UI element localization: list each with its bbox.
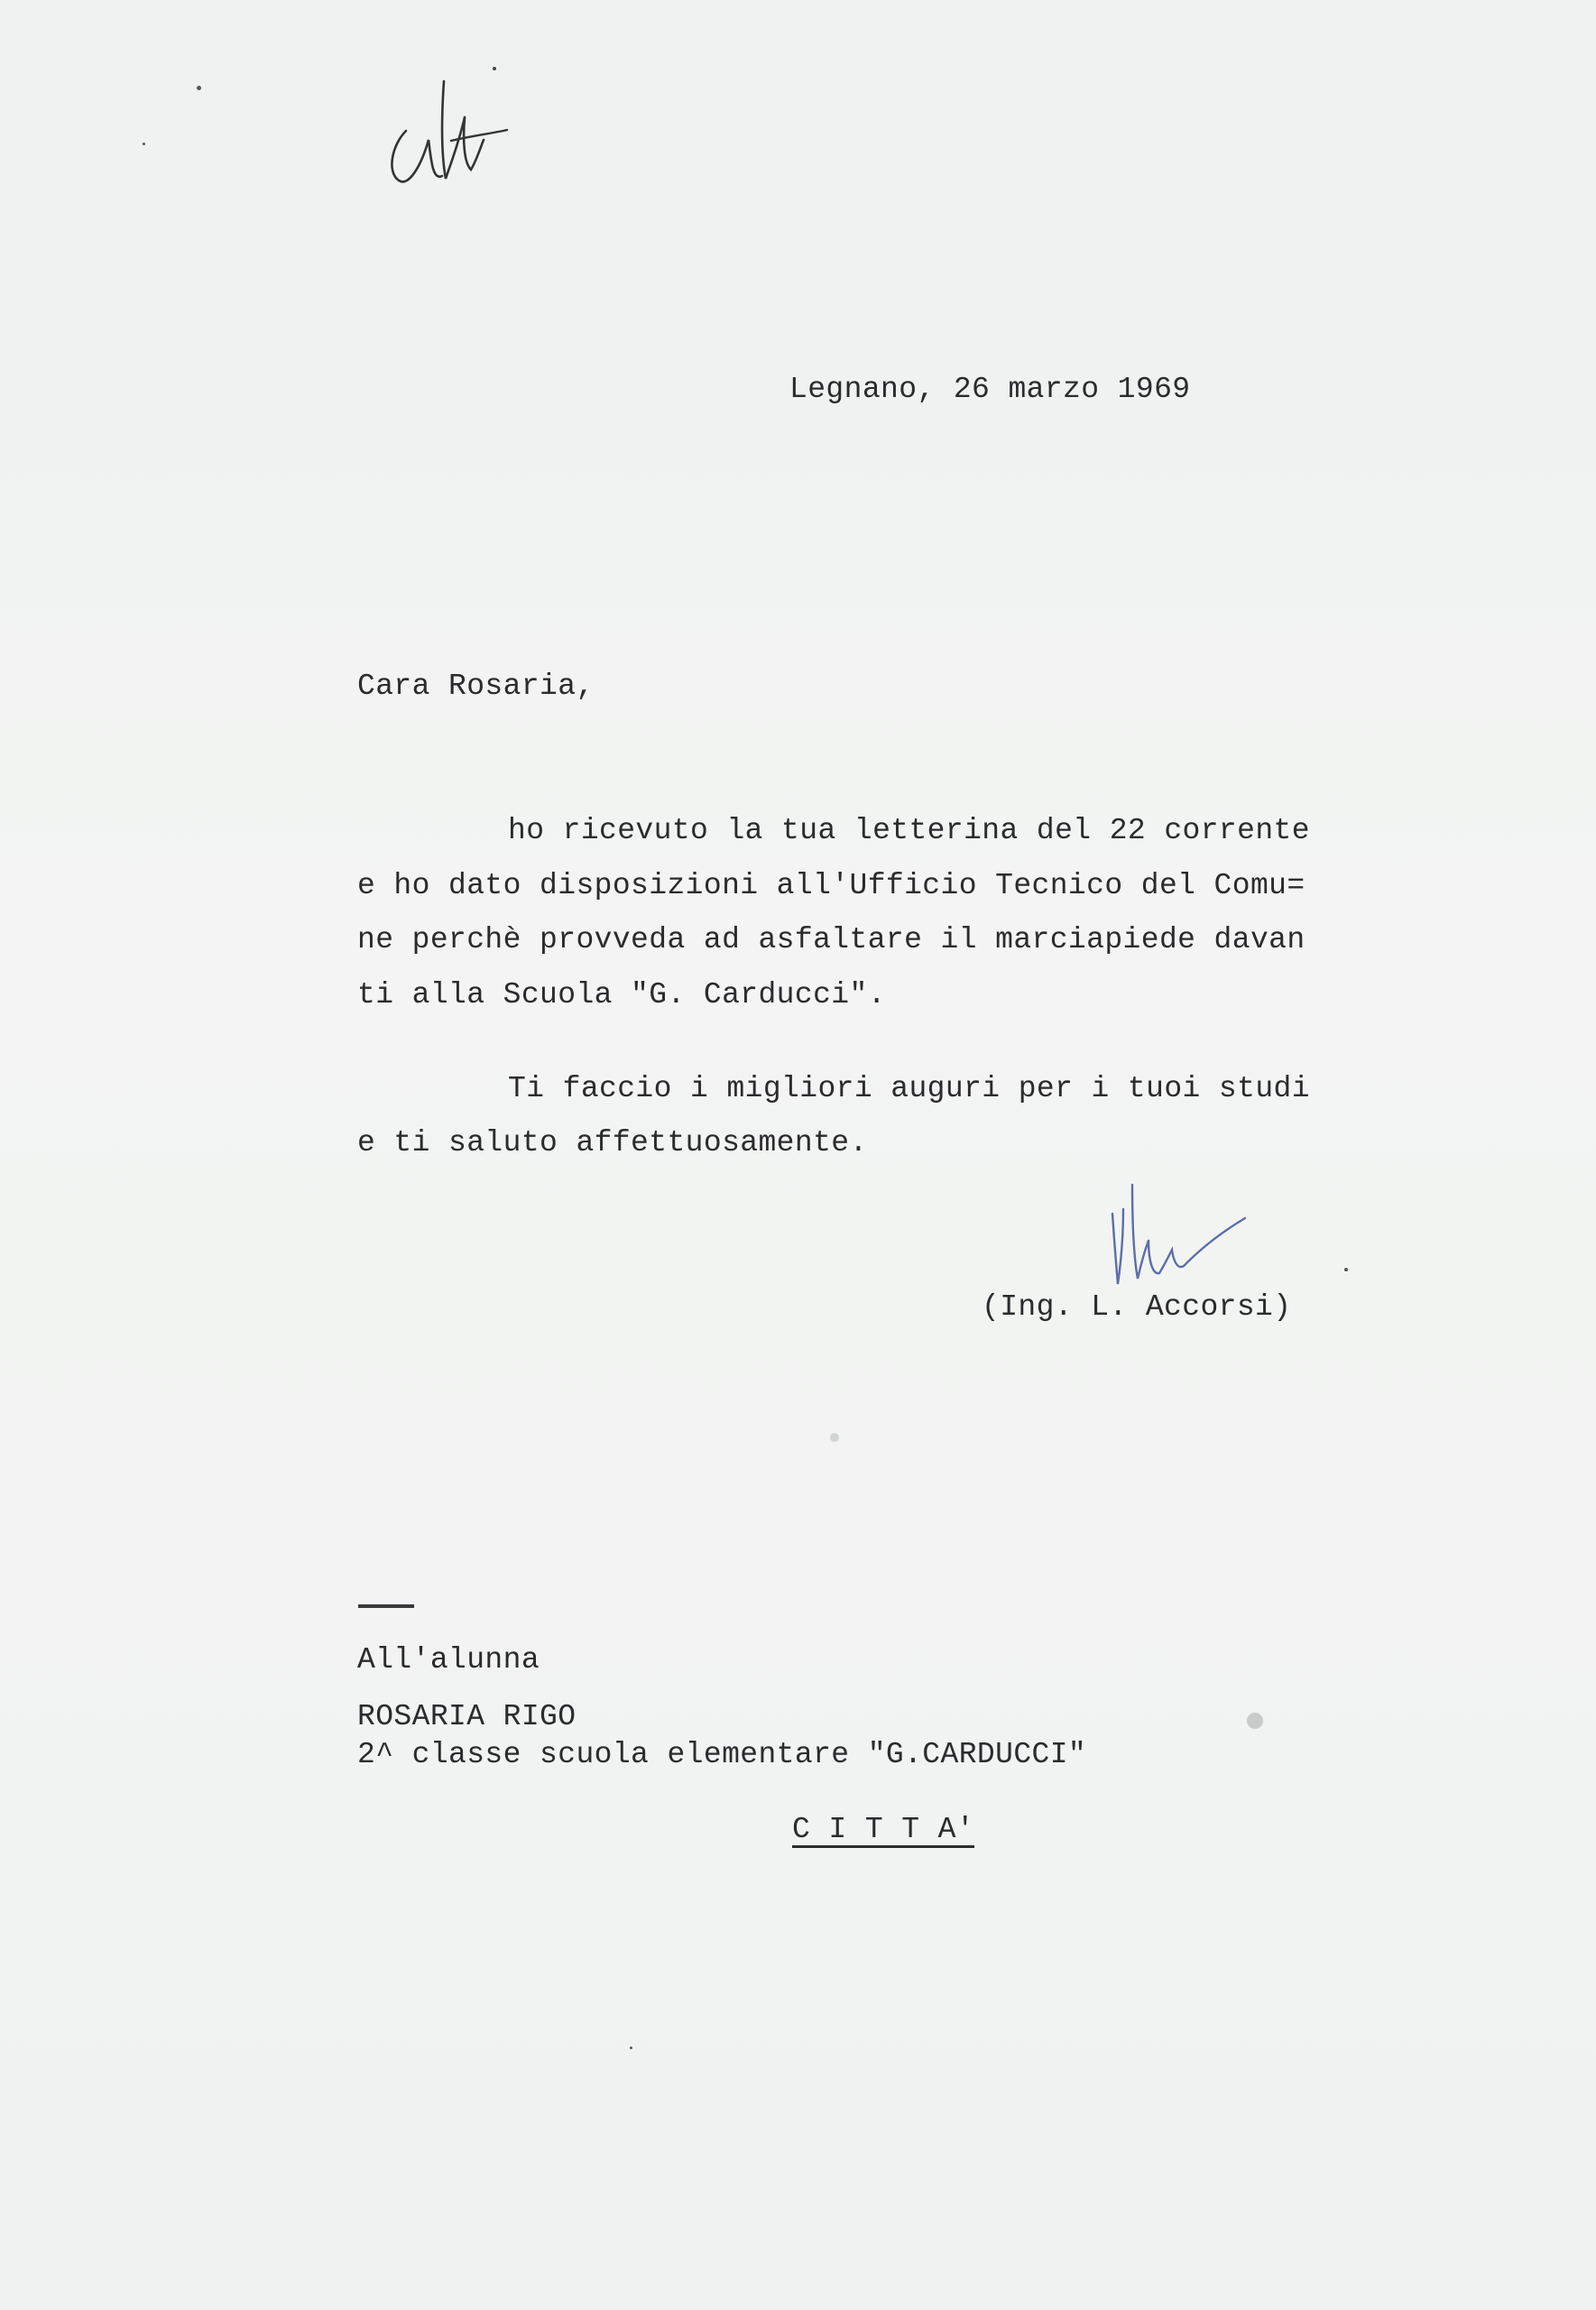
separator-dash xyxy=(358,1604,414,1608)
paragraph-1-line-3: ne perchè provveda ad asfaltare il marciapiede davan xyxy=(357,923,1305,956)
paper-speck xyxy=(830,1433,839,1442)
paper-speck xyxy=(1247,1713,1263,1729)
signature xyxy=(1096,1178,1259,1295)
signature-name: (Ing. L. Accorsi) xyxy=(982,1290,1292,1324)
recipient-city: C I T T A' xyxy=(792,1813,975,1846)
place-date: Legnano, 26 marzo 1969 xyxy=(789,373,1191,406)
paper-speck xyxy=(1344,1268,1348,1271)
paragraph-1-line-2: e ho dato disposizioni all'Ufficio Tecnico del Comu= xyxy=(357,869,1305,902)
recipient-line-1: All'alunna xyxy=(357,1643,540,1677)
paragraph-2-line-1: Ti faccio i migliori auguri per i tuoi studi xyxy=(508,1072,1310,1105)
recipient-line-2: ROSARIA RIGO xyxy=(357,1700,577,1733)
recipient-line-3: 2^ classe scuola elementare "G.CARDUCCI" xyxy=(357,1738,1087,1771)
paragraph-2-line-2: e ti saluto affettuosamente. xyxy=(357,1126,868,1160)
paragraph-1-line-1: ho ricevuto la tua letterina del 22 corrente xyxy=(508,814,1310,847)
salutation: Cara Rosaria, xyxy=(357,670,595,703)
paper-speck xyxy=(143,143,145,145)
paragraph-1-line-4: ti alla Scuola "G. Carducci". xyxy=(357,978,886,1012)
handwritten-annotation xyxy=(379,54,523,199)
paper-speck xyxy=(630,2047,632,2049)
paper-speck xyxy=(197,86,201,90)
